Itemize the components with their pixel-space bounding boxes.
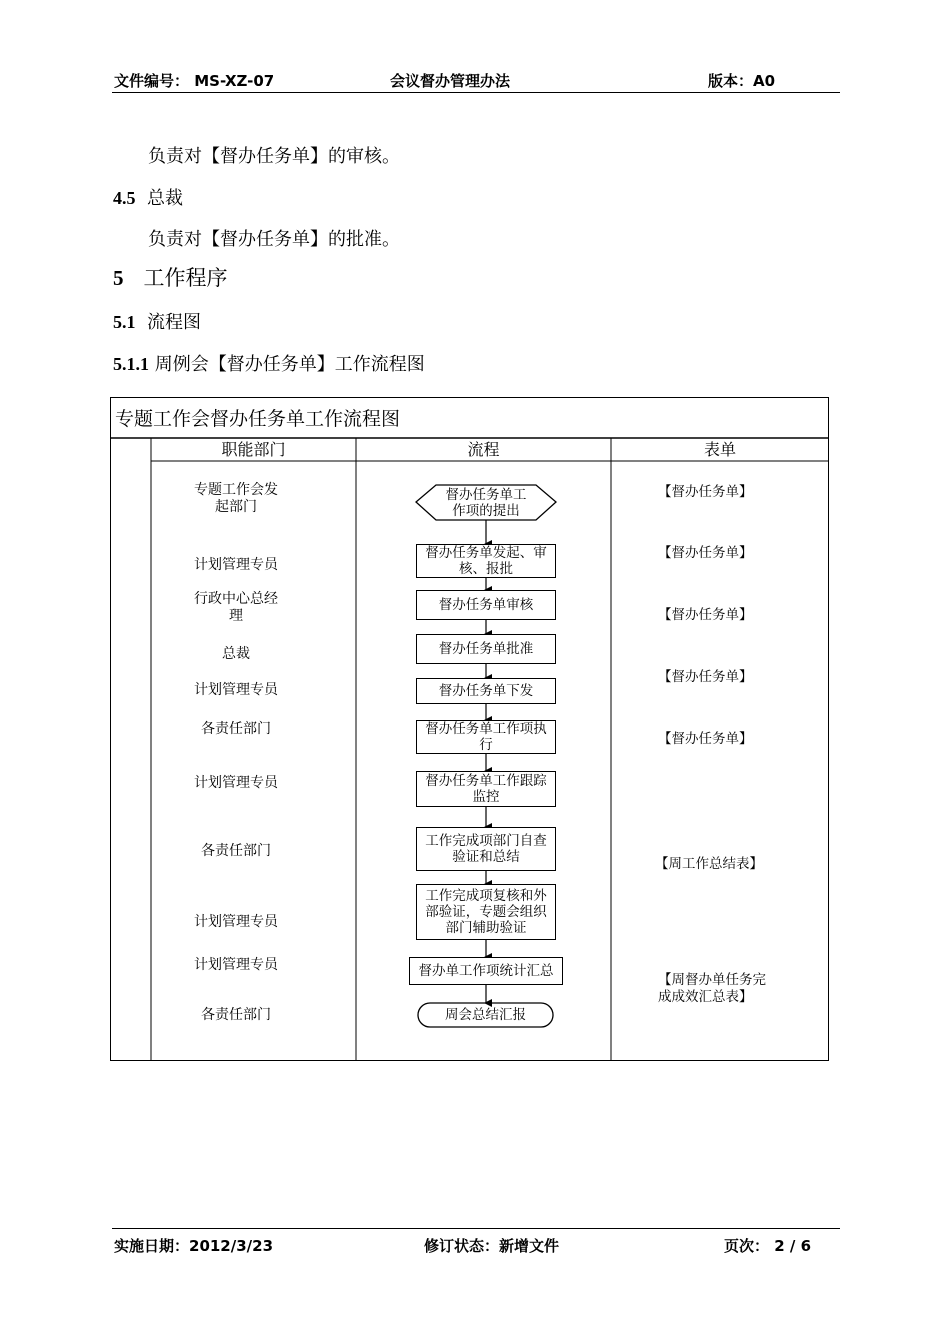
form-label: 【督办任务单】 xyxy=(658,545,753,561)
dept-label: 总裁 xyxy=(222,646,250,662)
doc-version: 版本：A0 xyxy=(708,72,776,90)
flow-step: 工作完成项部门自查 验证和总结 xyxy=(416,827,556,871)
form-label: 【督办任务单】 xyxy=(658,731,753,747)
flow-step: 工作完成项复核和外 部验证，专题会组织 部门辅助验证 xyxy=(416,884,556,940)
section-title: 周例会【督办任务单】工作流程图 xyxy=(154,354,425,375)
dept-label: 各责任部门 xyxy=(201,721,271,737)
flow-step: 督办任务单工作项执 行 xyxy=(416,720,556,754)
section-title: 工作程序 xyxy=(143,266,228,290)
flowchart-title: 专题工作会督办任务单工作流程图 xyxy=(115,408,401,430)
dept-label: 计划管理专员 xyxy=(194,775,278,791)
paragraph-review: 负责对【督办任务单】的审核。 xyxy=(148,146,400,167)
paragraph-approve: 负责对【督办任务单】的批准。 xyxy=(148,229,400,250)
form-label: 【督办任务单】 xyxy=(658,607,753,623)
dept-label: 行政中心总经 理 xyxy=(194,591,278,624)
flow-step: 督办单工作项统计汇总 xyxy=(409,957,563,985)
col-header-form: 表单 xyxy=(703,440,736,459)
flow-step: 督办任务单批准 xyxy=(416,634,556,664)
page-footer xyxy=(112,1228,840,1261)
section-number: 5.1 xyxy=(113,312,136,332)
flow-step-end: 周会总结汇报 xyxy=(445,1007,526,1023)
flow-step: 督办任务单审核 xyxy=(416,590,556,620)
form-label: 【督办任务单】 xyxy=(658,484,753,500)
section-number: 4.5 xyxy=(113,188,136,208)
implementation-date: 实施日期：2012/3/23 xyxy=(114,1237,274,1255)
flow-step: 督办任务单下发 xyxy=(416,678,556,704)
dept-label: 计划管理专员 xyxy=(194,914,278,930)
section-number: 5 xyxy=(113,266,124,290)
form-label: 【督办任务单】 xyxy=(658,669,753,685)
col-header-dept: 职能部门 xyxy=(221,440,286,459)
section-title: 总裁 xyxy=(146,188,183,209)
col-header-flow: 流程 xyxy=(467,440,500,459)
dept-label: 计划管理专员 xyxy=(194,557,278,573)
revision-status: 修订状态：新增文件 xyxy=(424,1237,560,1255)
dept-label: 各责任部门 xyxy=(201,843,271,859)
flow-step-start: 督办任务单工 作项的提出 xyxy=(445,487,527,519)
doc-number: 文件编号： MS-XZ-07 xyxy=(114,72,275,90)
doc-title: 会议督办管理办法 xyxy=(390,72,511,90)
page-number: 页次： 2 / 6 xyxy=(724,1237,812,1255)
flow-step: 督办任务单工作跟踪 监控 xyxy=(416,771,556,807)
section-number: 5.1.1 xyxy=(113,354,149,374)
form-label: 【周督办单任务完 成成效汇总表】 xyxy=(658,972,766,1005)
dept-label: 计划管理专员 xyxy=(194,957,278,973)
dept-label: 计划管理专员 xyxy=(194,682,278,698)
dept-label: 专题工作会发 起部门 xyxy=(194,482,278,515)
flow-step: 督办任务单发起、审 核、报批 xyxy=(416,544,556,578)
section-title: 流程图 xyxy=(146,312,201,333)
form-label: 【周工作总结表】 xyxy=(655,856,763,872)
dept-label: 各责任部门 xyxy=(201,1007,271,1023)
